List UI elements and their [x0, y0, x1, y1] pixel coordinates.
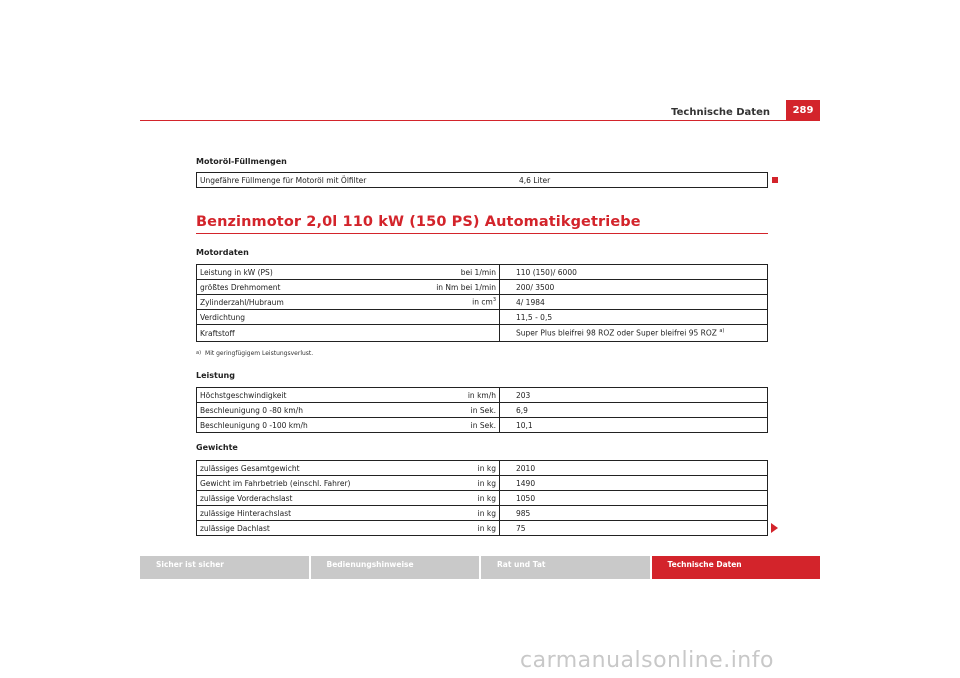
- oil-section-heading: Motoröl-Füllmengen: [196, 157, 287, 166]
- table-row: [197, 310, 768, 325]
- table-row: [197, 461, 768, 476]
- row-unit: in kg: [423, 506, 500, 521]
- row-label: Beschleunigung 0 -100 km/h: [197, 418, 424, 433]
- leistung-heading: Leistung: [196, 371, 235, 380]
- page-header-title: Technische Daten: [671, 107, 770, 118]
- table-row: [197, 521, 768, 536]
- table-row: [197, 388, 768, 403]
- row-unit: [423, 295, 500, 310]
- row-label: zulässige Hinterachslast: [197, 506, 424, 521]
- row-value: 10,1: [500, 418, 768, 433]
- footnote-text: Mit geringfügigem Leistungsverlust.: [205, 350, 314, 357]
- table-row: [197, 173, 768, 188]
- footer-tab-technische-daten[interactable]: Technische Daten: [652, 556, 821, 579]
- footnote: [196, 350, 313, 357]
- footnote-marker: a): [196, 350, 202, 356]
- row-label: größtes Drehmoment: [197, 280, 424, 295]
- table-row: [197, 325, 768, 342]
- section-end-marker-icon: [772, 177, 778, 183]
- unit-superscript: 3: [492, 297, 496, 304]
- oil-table: [196, 172, 768, 188]
- leistung-table: [196, 387, 768, 433]
- unit-text: in cm: [472, 297, 493, 307]
- footer-tab-rat-und-tat[interactable]: Rat und Tat: [481, 556, 650, 579]
- row-value: 985: [500, 506, 768, 521]
- title-underline: [196, 233, 768, 234]
- row-label: zulässige Dachlast: [197, 521, 424, 536]
- fuel-text: Super Plus bleifrei 98 ROZ oder Super bleifrei 95 ROZ: [516, 328, 717, 338]
- header-divider: [140, 120, 820, 121]
- row-value: 4/ 1984: [500, 295, 768, 310]
- gewichte-table: [196, 460, 768, 536]
- gewichte-heading: Gewichte: [196, 443, 238, 452]
- oil-value: 4,6 Liter: [503, 173, 768, 188]
- row-value: 110 (150)/ 6000: [500, 265, 768, 280]
- table-row: [197, 506, 768, 521]
- motordaten-heading: Motordaten: [196, 248, 249, 257]
- row-unit: in km/h: [423, 388, 500, 403]
- row-value: 1490: [500, 476, 768, 491]
- row-value: 1050: [500, 491, 768, 506]
- row-label: Höchstgeschwindigkeit: [197, 388, 424, 403]
- row-unit: in kg: [423, 521, 500, 536]
- row-value: 2010: [500, 461, 768, 476]
- row-unit: in Sek.: [423, 403, 500, 418]
- motordaten-table: [196, 264, 768, 342]
- row-label: Gewicht im Fahrbetrieb (einschl. Fahrer): [197, 476, 424, 491]
- table-row: [197, 476, 768, 491]
- row-value: 203: [500, 388, 768, 403]
- row-value: 11,5 - 0,5: [500, 310, 768, 325]
- page-title: Benzinmotor 2,0l 110 kW (150 PS) Automatikgetriebe: [196, 214, 641, 230]
- row-unit: [423, 325, 500, 342]
- footnote-ref: a): [719, 328, 725, 335]
- row-label: zulässige Vorderachslast: [197, 491, 424, 506]
- row-unit: in kg: [423, 491, 500, 506]
- row-unit: [423, 310, 500, 325]
- continue-arrow-icon: [771, 523, 778, 533]
- row-unit: in Sek.: [423, 418, 500, 433]
- row-unit: bei 1/min: [423, 265, 500, 280]
- watermark: carmanualsonline.info: [520, 648, 774, 673]
- row-unit: in kg: [423, 461, 500, 476]
- row-value: [500, 325, 768, 342]
- oil-label: Ungefähre Füllmenge für Motoröl mit Ölfilter: [197, 173, 504, 188]
- row-unit: in Nm bei 1/min: [423, 280, 500, 295]
- page-number-badge: 289: [786, 100, 820, 120]
- table-row: [197, 491, 768, 506]
- row-label: Leistung in kW (PS): [197, 265, 424, 280]
- row-label: Beschleunigung 0 -80 km/h: [197, 403, 424, 418]
- row-label: Kraftstoff: [197, 325, 424, 342]
- table-row: [197, 280, 768, 295]
- table-row: [197, 295, 768, 310]
- footer-tab-sicher-ist-sicher[interactable]: Sicher ist sicher: [140, 556, 309, 579]
- row-label: zulässiges Gesamtgewicht: [197, 461, 424, 476]
- row-value: 6,9: [500, 403, 768, 418]
- footer-tab-bedienungshinweise[interactable]: Bedienungshinweise: [311, 556, 480, 579]
- row-unit: in kg: [423, 476, 500, 491]
- row-label: Zylinderzahl/Hubraum: [197, 295, 424, 310]
- row-value: 200/ 3500: [500, 280, 768, 295]
- table-row: [197, 403, 768, 418]
- table-row: [197, 418, 768, 433]
- footer-nav: [140, 556, 820, 579]
- row-value: 75: [500, 521, 768, 536]
- row-label: Verdichtung: [197, 310, 424, 325]
- table-row: [197, 265, 768, 280]
